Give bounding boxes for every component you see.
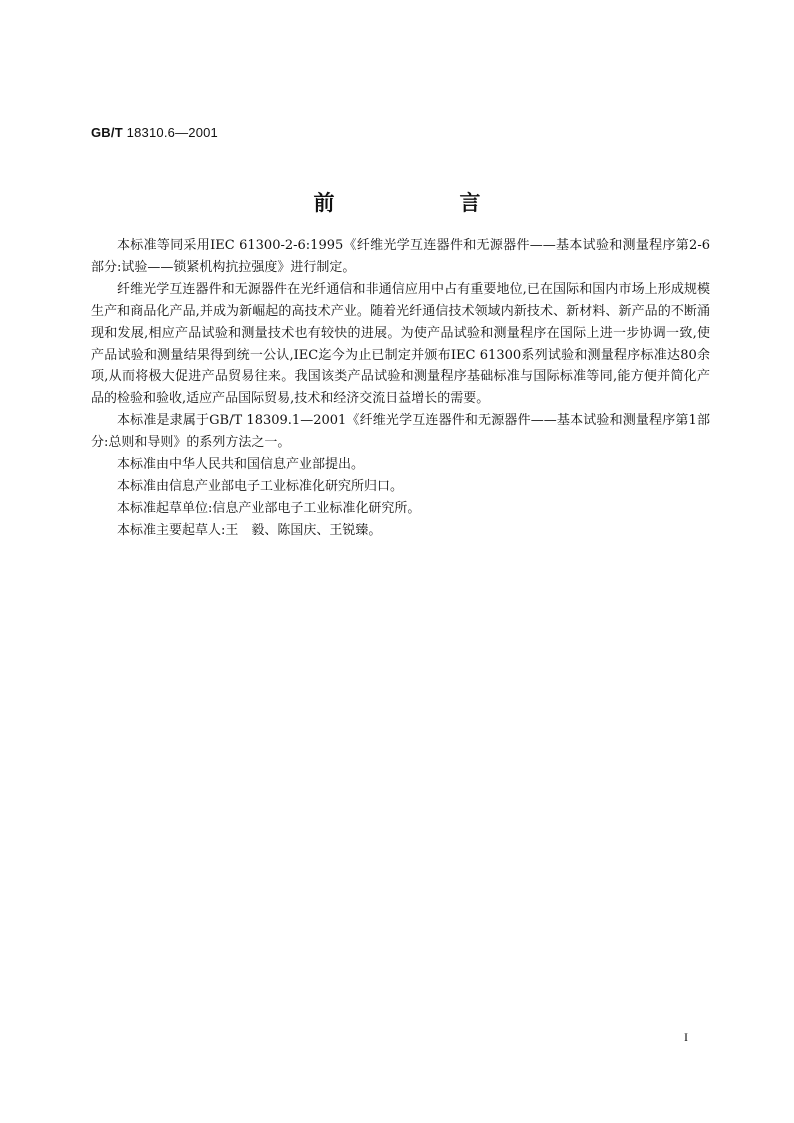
- page-number: I: [684, 1030, 688, 1044]
- standard-code: [91, 125, 218, 140]
- paragraph-administrator: 本标准由信息产业部电子工业标准化研究所归口。: [117, 478, 404, 494]
- paragraph-series: 本标准是隶属于GB/T 18309.1—2001《纤维光学互连器件和无源器件——基本试验和测量程序第1部分:总则和导则》的系列方法之一。: [91, 413, 710, 451]
- paragraph-drafters: 本标准主要起草人:王 毅、陈国庆、王锐臻。: [117, 522, 382, 538]
- paragraph-drafting-unit: 本标准起草单位:信息产业部电子工业标准化研究所。: [117, 500, 421, 516]
- page-title: 前 言: [313, 191, 533, 215]
- standard-number: 18310.6—2001: [126, 125, 218, 140]
- paragraph-adoption: 本标准等同采用IEC 61300-2-6:1995《纤维光学互连器件和无源器件——基本试验和测量程序第2-6部分:试验——锁紧机构抗拉强度》进行制定。: [91, 238, 710, 275]
- paragraph-background: 纤维光学互连器件和无源器件在光纤通信和非通信应用中占有重要地位,已在国际和国内市场上形成规模生产和商品化产品,并成为新崛起的高技术产业。随着光纤通信技术领域内新技术、新材料、新产品的不断涌现和发展,相应产品试验和测量技术也有较快的进展。为使产品试验和测量程序在国际上进一步协调一致,使产品试验和测量结果得到统一公认,IEC迄今为止已制定并颁布IEC 61300系列试验和测量程序标准达80余项,从而将极大促进产品贸易往来。我国该类产品试验和测量程序基础标准与国际标准等同,能方便并简化产品的检验和验收,适应产品国际贸易,技术和经济交流日益增长的需要。: [91, 281, 710, 407]
- paragraph-proposer: 本标准由中华人民共和国信息产业部提出。: [117, 457, 365, 473]
- foreword-body: [91, 235, 710, 542]
- standard-prefix: GB/T: [91, 125, 123, 140]
